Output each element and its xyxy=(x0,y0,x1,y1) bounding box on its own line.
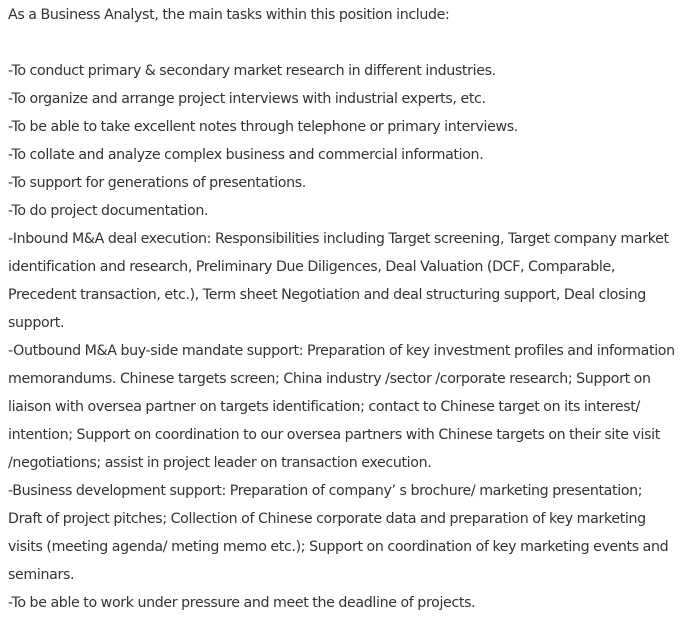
task-item: -Outbound M&A buy-side mandate support: Preparation of key investment profiles and information memorandums. Chinese targets screen; China industry /sector /corporate research; Support on liaison with oversea partner on targets identification; contact to Chinese target on its interest/ intention; Support on coordination to our oversea partners with Chinese targets on their site visit /negotiations; assist in project leader on transaction execution. xyxy=(8,343,675,471)
intro-text: As a Business Analyst, the main tasks within this position include: xyxy=(8,7,450,23)
task-item: -To organize and arrange project interviews with industrial experts, etc. xyxy=(8,91,486,107)
task-item: -To do project documentation. xyxy=(8,203,209,219)
task-item: -To conduct primary & secondary market research in different industries. xyxy=(8,63,496,79)
task-item: -To be able to work under pressure and meet the deadline of projects. xyxy=(8,595,476,611)
task-item: -To collate and analyze complex business and commercial information. xyxy=(8,147,484,163)
task-item: -To support for generations of presentations. xyxy=(8,175,306,191)
task-item: -Business development support: Preparation of company’ s brochure/ marketing presentation; Draft of project pitches; Collection of Chinese corporate data and preparation of key marketing visits (meeting agenda/ meting memo etc.); Support on coordination of key marketing events and seminars. xyxy=(8,483,669,583)
task-item: -To be able to take excellent notes through telephone or primary interviews. xyxy=(8,119,518,135)
blank-line xyxy=(8,29,680,57)
task-item: -Inbound M&A deal execution: Responsibilities including Target screening, Target company market identification and research, Preliminary Due Diligences, Deal Valuation (DCF, Comparable, Precedent transaction, etc.), Term sheet Negotiation and deal structuring support, Deal closing support. xyxy=(8,231,669,331)
job-description xyxy=(8,1,680,617)
